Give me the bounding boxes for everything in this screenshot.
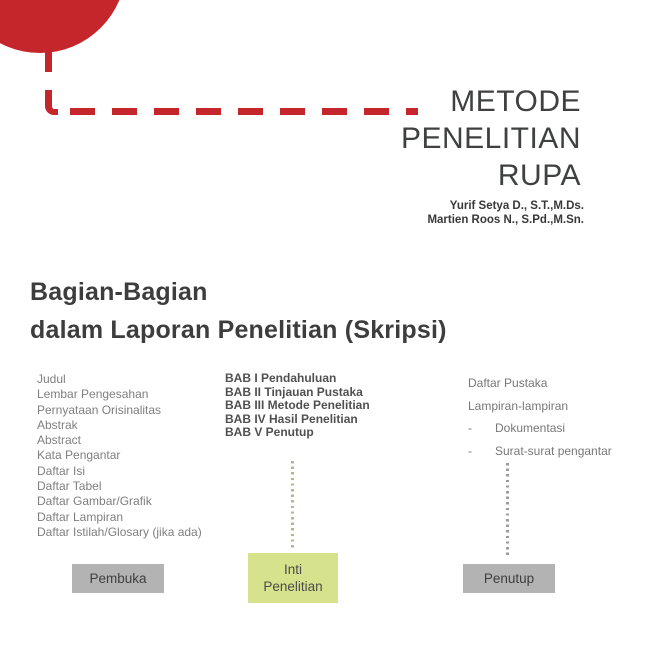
bullet-item-label: Dokumentasi (495, 421, 566, 435)
pembuka-list (37, 372, 202, 540)
bullet-item (468, 440, 612, 463)
list-item: Daftar Istilah/Glosary (jika ada) (37, 524, 202, 539)
list-item: Abstrak (37, 417, 78, 432)
penutup-dotted-connector (506, 463, 509, 558)
red-circle-decoration (0, 0, 126, 53)
list-item: Abstract (37, 433, 82, 448)
author-line-1: Yurif Setya D., S.T.,M.Ds. (449, 200, 584, 212)
penutup-box-label: Penutup (483, 571, 535, 586)
bullet-item-label: Surat-surat pengantar (495, 443, 612, 458)
pembuka-box-label: Pembuka (89, 571, 147, 586)
title-line-3: RUPA (497, 159, 581, 192)
red-dashed-line (70, 108, 418, 115)
penutup-box (463, 564, 555, 593)
inti-list (225, 372, 370, 440)
list-item: BAB IV Hasil Penelitian (225, 411, 358, 426)
list-item: Daftar Pustaka (468, 376, 548, 390)
author-line-2: Martien Roos N., S.Pd.,M.Sn. (427, 213, 584, 226)
heading-line-1: Bagian-Bagian (30, 278, 208, 306)
inti-box-label-line-1: Inti (283, 562, 302, 577)
pembuka-box (72, 564, 164, 593)
list-item: Daftar Tabel (37, 479, 102, 494)
inti-dotted-connector (291, 461, 294, 548)
list-item: Lampiran-lampiran (468, 398, 569, 413)
dash-bullet: - (468, 421, 472, 435)
red-corner-dash (45, 90, 58, 115)
list-item: Daftar Gambar/Grafik (37, 494, 152, 509)
red-vertical-dash (45, 52, 52, 72)
penutup-list (468, 372, 612, 462)
list-item: Pernyataan Orisinalitas (37, 402, 162, 417)
list-item: Daftar Isi (37, 463, 86, 478)
section-heading (30, 274, 447, 349)
heading-line-2: dalam Laporan Penelitian (Skripsi) (30, 315, 447, 344)
bullet-item (468, 417, 612, 440)
inti-box (248, 553, 338, 603)
dash-bullet: - (468, 443, 472, 458)
list-item: BAB V Penutup (225, 425, 314, 439)
inti-box-label-line-2: Penelitian (263, 579, 323, 594)
list-item: BAB I Pendahuluan (225, 371, 337, 385)
slide-title (401, 83, 581, 194)
list-item: Judul (37, 372, 66, 386)
list-item: BAB II Tinjauan Pustaka (225, 384, 363, 399)
title-line-1: METODE (450, 85, 581, 118)
list-item: BAB III Metode Penelitian (225, 398, 370, 412)
list-item: Daftar Lampiran (37, 509, 124, 524)
list-item: Kata Pengantar (37, 448, 121, 463)
list-item: Lembar Pengesahan (37, 387, 149, 402)
title-line-2: PENELITIAN (400, 122, 581, 155)
authors (427, 200, 584, 227)
